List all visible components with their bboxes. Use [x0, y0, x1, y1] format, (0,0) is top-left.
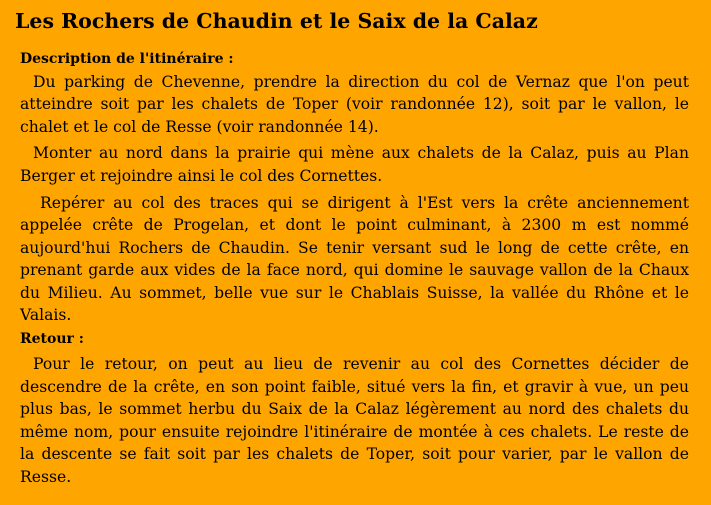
retour-heading: Retour : [20, 331, 84, 348]
description-heading: Description de l'itinéraire : [20, 51, 234, 67]
description-paragraph-2: Monter au nord dans la prairie qui mène aux chalets de la Calaz, puis au Plan Berger et rejoindre ainsi le col des Cornettes. [20, 144, 689, 185]
retour-paragraph-1: Pour le retour, on peut au lieu de revenir au col des Cornettes décider de descendre de la crête, en son point faible, situé vers la fin, et gravir à vue, un peu plus bas, le sommet herbu du Saix de la Calaz légèrement au nord des chalets du même nom, pour ensuite rejoindre l'itinéraire de montée à ces chalets. Le reste de la descente se fait soit par les chalets de Toper, soit pour varier, par le vallon de Resse. [20, 355, 689, 486]
page-title: Les Rochers de Chaudin et le Saix de la Calaz [15, 9, 538, 33]
description-paragraph-1: Du parking de Chevenne, prendre la direction du col de Vernaz que l'on peut atteindre soit par les chalets de Toper (voir randonnée 12), soit par le vallon, le chalet et le col de Resse (voir randonnée 14). [20, 73, 689, 136]
description-paragraph-3: Repérer au col des traces qui se dirigent à l'Est vers la crête anciennement appelée crête de Progelan, et dont le point culminant, à 2300 m est nommé aujourd'hui Rochers de Chaudin. Se tenir versant sud le long de cette crête, en prenant garde aux vides de la face nord, qui domine le sauvage vallon de la Chaux du Milieu. Au sommet, belle vue sur le Chablais Suisse, la vallée du Rhône et le Valais. [20, 194, 689, 325]
